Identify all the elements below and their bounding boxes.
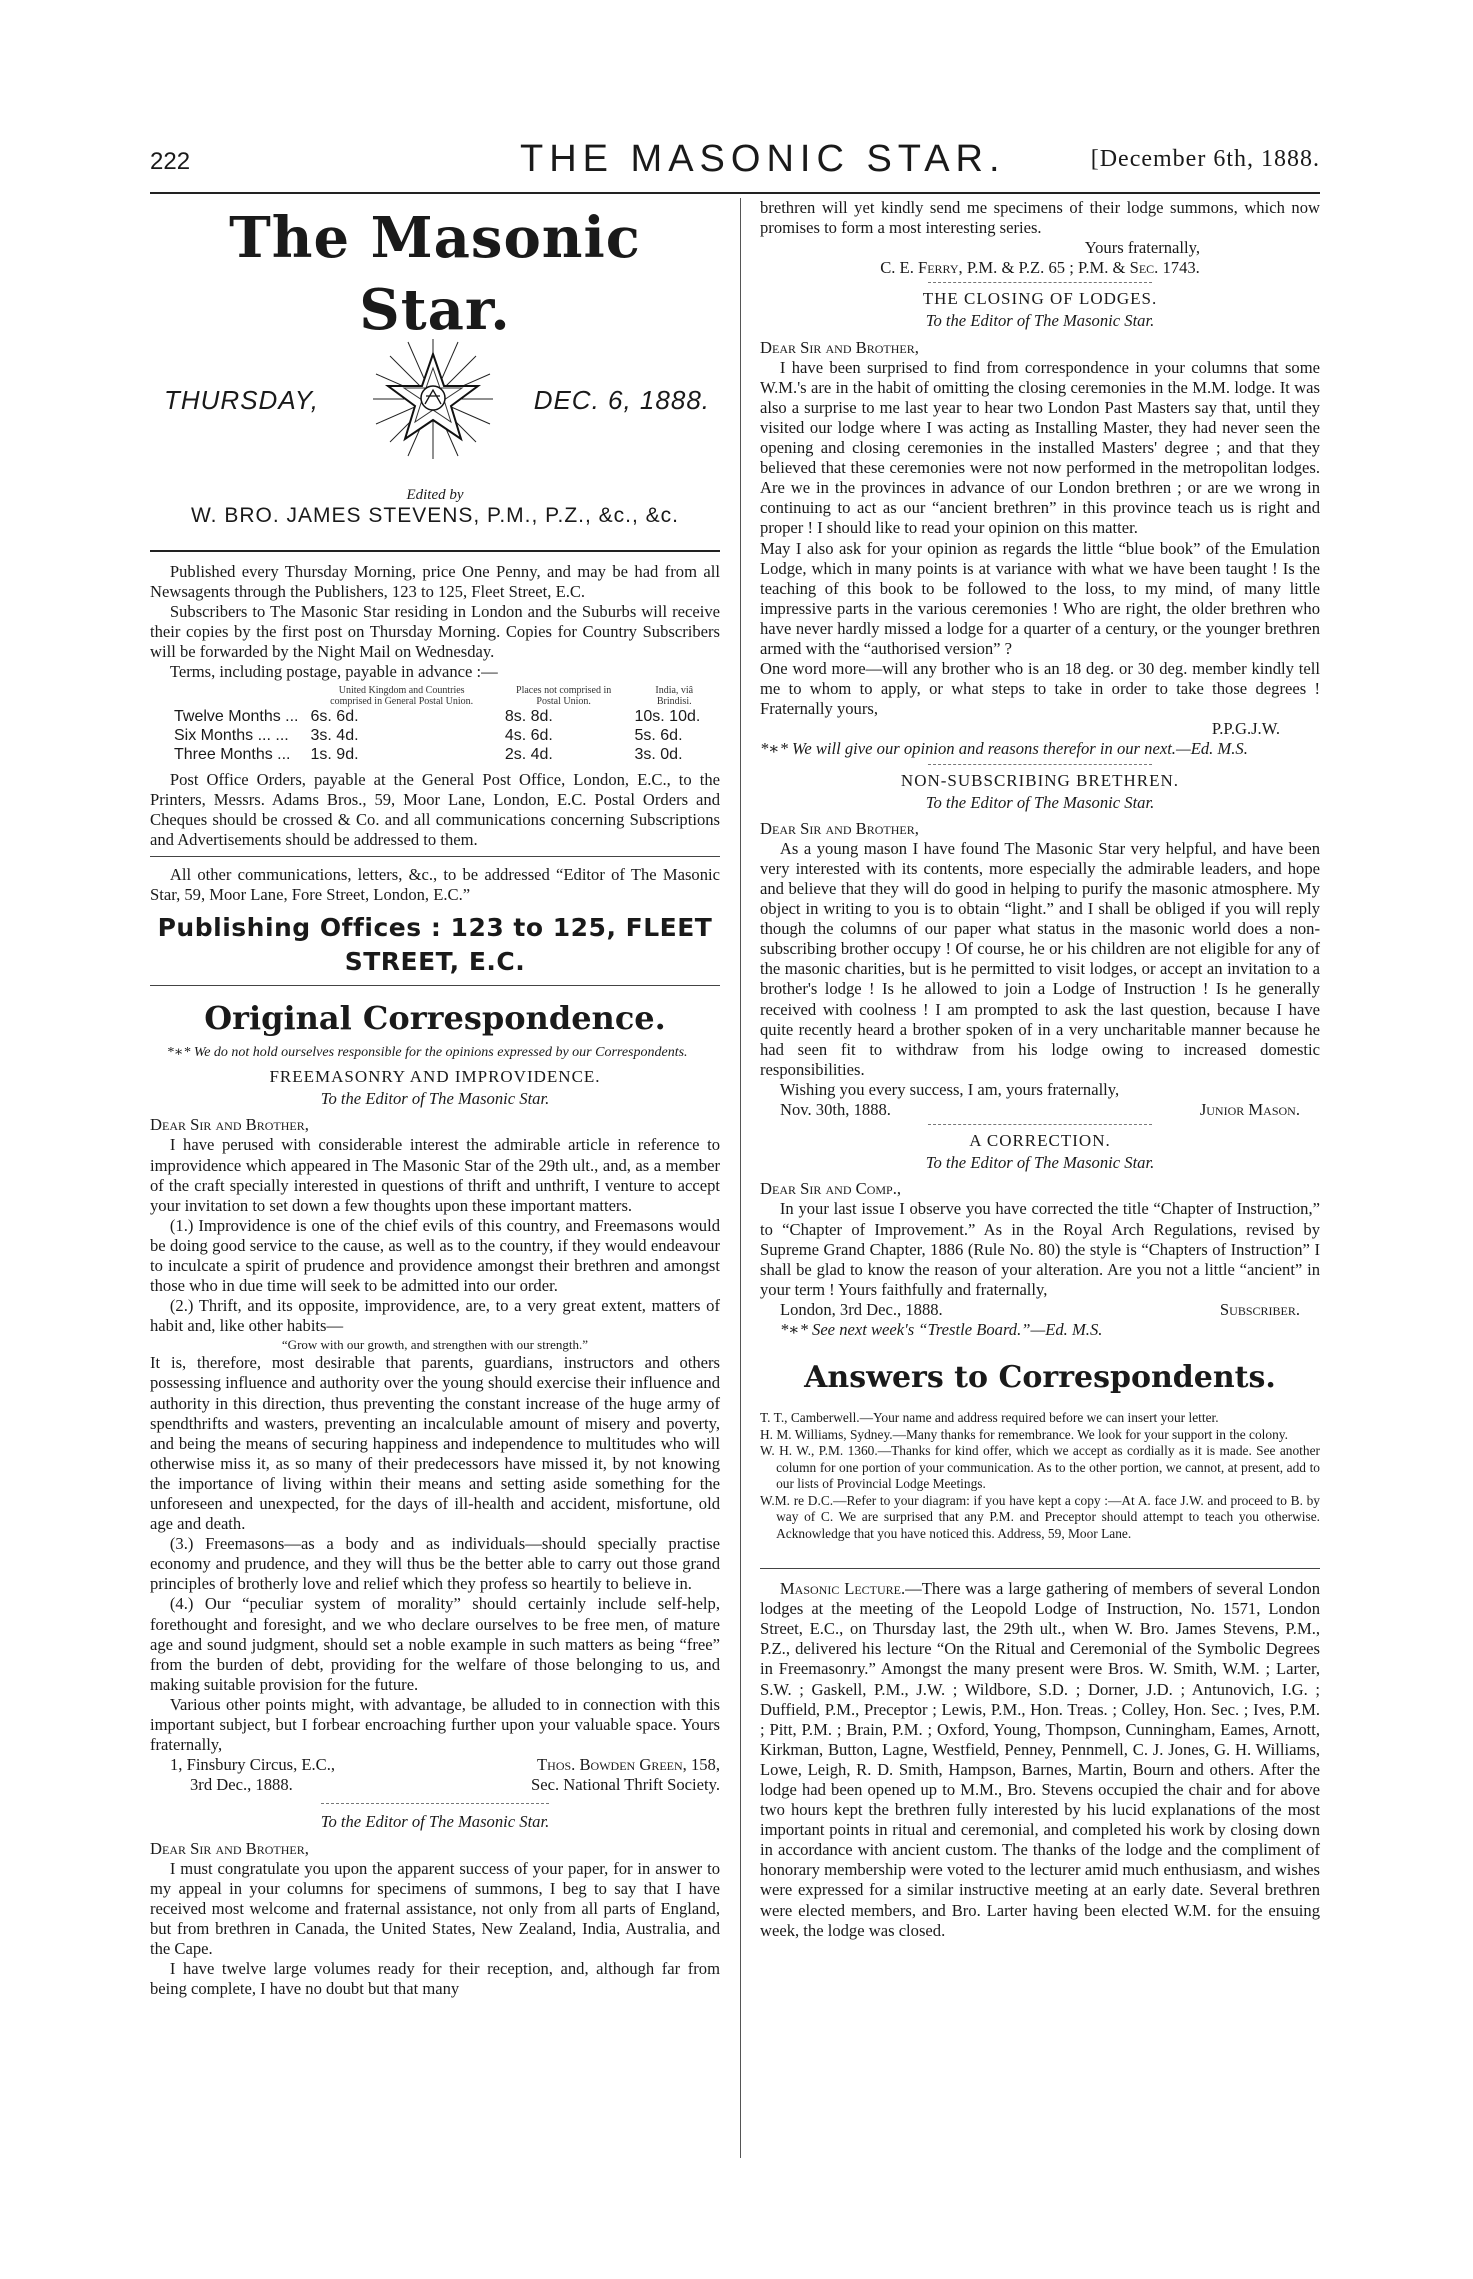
section-heading-correspondence: Original Correspondence.	[204, 999, 666, 1038]
letter-paragraph: I must congratulate you upon the apparent success of your paper, for in answer to my appeal in your columns for specimens of summons, I beg to say that I have received most welcome and fraternal assistance, not only from all parts of England, but from brethren in Canada, the United States, New Zealand, India, Australia, and the Cape.	[150, 1858, 720, 1958]
divider	[321, 1803, 549, 1804]
left-column	[150, 198, 720, 1999]
signature-yours: Yours fraternally,	[1084, 238, 1200, 258]
terms-cell: Twelve Months ...	[174, 707, 299, 725]
answer-item: W. H. W., P.M. 1360.—Thanks for kind offer, which we accept as cordially as it is made. See another column for one portion of your communication. As to the other portion, we cannot, at present, add to our lists of Provincial Lodge Meetings.	[760, 1443, 1320, 1492]
masthead-title: The Masonic Star.	[229, 205, 641, 343]
divider	[928, 764, 1152, 765]
editor-name: W. BRO. JAMES STEVENS, P.M., P.Z., &c., &c.	[191, 504, 679, 527]
editor-note: *∗* We will give our opinion and reasons therefor in our next.—Ed. M.S.	[760, 739, 1248, 759]
letter-paragraph: May I also ask for your opinion as regards the little “blue book” of the Emulation Lodge, which in many points is at variance with what we have been taught ! Is the teaching of this book to be followed to the loss, to my mind, of many little impressive parts in the various ceremonies ! Who are right, the older brethren who have never hardly missed a lodge for a quarter of a century, or the younger brethren armed with the “authorised version” ?	[760, 538, 1320, 658]
salutation: Dear Sir and Brother,	[150, 1115, 309, 1135]
article-title: A CORRECTION.	[969, 1131, 1111, 1151]
paper-title: THE MASONIC STAR.	[520, 138, 1006, 180]
letter-paragraph: I have perused with considerable interest the admirable article in reference to improvidence which appeared in The Masonic Star of the 29th ult., and, as a member of the craft specially interested in questions of thrift and unthrift, I venture to accept your invitation to set down a few thoughts upon these important matters.	[150, 1135, 720, 1215]
to-editor: To the Editor of The Masonic Star.	[925, 792, 1155, 812]
correspondence-disclaimer: *∗* We do not hold ourselves responsible for the opinions expressed by our Correspondents.	[166, 1045, 688, 1061]
letter-paragraph: It is, therefore, most desirable that parents, guardians, instructors and others possessing influence and authority over the young should exercise their influence and authority in this direction, thus preventing the constant increase of the huge army of spendthrifts and wasters, preventing an incalculable amount of misery and poverty, and being the means of securing happiness and independence to multitudes who will otherwise miss it, as so many of their predecessors have missed it, by not knowing the importance of living within their means and setting aside something for the unforeseen and unexpected, for the days of ill-health and accident, misfortune, old age and death.	[150, 1353, 720, 1534]
terms-cell: Three Months ...	[174, 745, 291, 763]
terms-header: United Kingdom and Countries comprised in General Postal Union.	[330, 684, 474, 707]
signature-row	[760, 1300, 1320, 1320]
answer-item: T. T., Camberwell.—Your name and address required before we can insert your letter.	[760, 1410, 1219, 1426]
letter-paragraph: I have been surprised to find from correspondence in your columns that some W.M.'s are in the habit of omitting the closing ceremonies in the M.M. lodge. It was also a surprise to me last year to hear two London Past Masters say that, until they visited our lodge where I was acting as Installing Master, they had never seen the opening and closing ceremonies in the installed Masters' degree ; and that they believed that these ceremonies were not now performed in the metropolitan lodges. Are we in the provinces in advance of our London brethren ; or are we wrong in continuing to act as our “ancient brethren” in this province teach us is right and proper ! I should like to read your opinion on this matter.	[760, 357, 1320, 538]
section-heading-answers: Answers to Correspondents.	[804, 1360, 1276, 1396]
publisher-para-3: Post Office Orders, payable at the General Post Office, London, E.C., to the Printers, Messrs. Adams Bros., 59, Moor Lane, London, E.C. Postal Orders and Cheques should be crossed & Co. and all communications concerning Subscriptions and Advertisements should be addressed to them.	[150, 769, 720, 849]
letter-paragraph: In your last issue I observe you have corrected the title “Chapter of Instruction,” to “Chapter of Improvement.” As in the Royal Arch Regulations, revised by Supreme Grand Chapter, 1886 (Rule No. 80) the style is “Chapters of Instruction” I shall be glad to know the reason of your alteration. Are you not a little “ancient” in your term ! Yours faithfully and fraternally,	[760, 1199, 1320, 1299]
letter-paragraph: I have twelve large volumes ready for their reception, and, although far from being complete, I have no doubt but that many	[150, 1959, 720, 1999]
letter-paragraph: brethren will yet kindly send me specimens of their lodge summons, which now promises to form a most interesting series.	[760, 198, 1320, 238]
signature-name: C. E. Ferry, P.M. & P.Z. 65 ; P.M. & Sec. 1743.	[880, 258, 1200, 278]
masthead-emblem-row	[150, 346, 720, 486]
salutation: Dear Sir and Brother,	[760, 818, 919, 838]
masonic-star-emblem-icon	[368, 334, 498, 464]
to-editor: To the Editor of The Masonic Star.	[320, 1089, 550, 1109]
publisher-para-1: Published every Thursday Morning, price One Penny, and may be had from all Newsagents through the Publishers, 123 to 125, Fleet Street, E.C.	[150, 562, 720, 602]
right-column	[760, 198, 1320, 1941]
lecture-paragraph	[760, 1579, 1320, 1941]
signature-row	[760, 1100, 1320, 1120]
subscription-terms-table	[168, 685, 720, 764]
signature-date: London, 3rd Dec., 1888.	[780, 1299, 943, 1319]
terms-cell: 8s. 8d.	[504, 707, 553, 725]
terms-header: India, viâ Brindisi.	[655, 684, 694, 707]
to-editor: To the Editor of The Masonic Star.	[925, 311, 1155, 331]
terms-cell: Six Months ... ...	[174, 726, 289, 744]
article-title: NON-SUBSCRIBING BRETHREN.	[900, 770, 1180, 790]
divider	[928, 282, 1152, 283]
terms-cell: 3s. 0d.	[634, 745, 683, 763]
salutation: Dear Sir and Brother,	[760, 337, 919, 357]
letter-paragraph: (3.) Freemasons—as a body and as individuals—should specially practise economy and prudence, and they will thus be the better able to carry out those grand principles of brotherly love and relief which they profess so heartily to believe in.	[150, 1534, 720, 1594]
page-number: 222	[150, 148, 191, 175]
to-editor: To the Editor of The Masonic Star.	[925, 1153, 1155, 1173]
terms-row	[168, 726, 720, 745]
signature-name: Subscriber.	[1219, 1299, 1300, 1319]
terms-intro: Terms, including postage, payable in advance :—	[169, 662, 498, 682]
terms-header: Places not comprised in Postal Union.	[516, 684, 612, 707]
publisher-para-4: All other communications, letters, &c., to be addressed “Editor of The Masonic Star, 59, Moor Lane, Fore Street, London, E.C.”	[150, 864, 720, 905]
header-date: [December 6th, 1888.	[1090, 146, 1320, 172]
divider	[928, 1124, 1152, 1125]
terms-row	[168, 745, 720, 764]
column-divider	[740, 198, 741, 2158]
rule	[760, 1568, 1320, 1569]
terms-header	[168, 685, 305, 707]
letter-paragraph: As a young mason I have found The Masonic Star very helpful, and have been very interested with its contents, more especially the admirable leaders, and hope and believe that they will do good in helping to purify the masonic atmosphere. My object in writing to you is to obtain “light.” and I shall be obliged if you will reply though the columns of our paper what status in the masonic world does a non-subscribing brother occupy ! Of course, he or his children are not eligible for any of the masonic charities, but is he permitted to visit lodges, or accept an invitation to a brother's lodge ! Is he allowed to join a Lodge of Instruction ! Is he generally received with coolness ! I am prompted to ask the last question, because I have quite recently heard a brother spoken of in a very uncharitable manner because he had seen fit to withdraw from his lodge owing to increased domestic responsibilities.	[760, 838, 1320, 1079]
terms-cell: 1s. 9d.	[310, 745, 359, 763]
edited-by: Edited by	[406, 487, 464, 503]
masthead-issue-date: DEC. 6, 1888.	[533, 385, 710, 415]
answers-list	[760, 1410, 1320, 1542]
letter-paragraph: Wishing you every success, I am, yours fraternally,	[779, 1079, 1120, 1099]
salutation: Dear Sir and Brother,	[150, 1838, 309, 1858]
lecture-lead: Masonic Lecture.	[779, 1579, 906, 1599]
signature-date: Nov. 30th, 1888.	[780, 1100, 891, 1120]
signature-name: Thos. Bowden Green, 158,	[537, 1755, 720, 1775]
quote: “Grow with our growth, and strengthen with our strength.”	[281, 1337, 589, 1353]
signature-date: 3rd Dec., 1888.	[190, 1775, 293, 1795]
salutation: Dear Sir and Comp.,	[760, 1179, 902, 1199]
signature-row	[150, 1775, 720, 1795]
article-title: THE CLOSING OF LODGES.	[922, 289, 1158, 309]
terms-cell: 4s. 6d.	[504, 726, 553, 744]
terms-cell: 2s. 4d.	[504, 745, 553, 763]
editor-note: *∗* See next week's “Trestle Board.”—Ed. M.S.	[780, 1319, 1103, 1339]
letter-paragraph: Various other points might, with advantage, be alluded to in connection with this important subject, but I forbear encroaching further upon your valuable space. Yours fraternally,	[150, 1694, 720, 1755]
to-editor: To the Editor of The Masonic Star.	[320, 1812, 550, 1832]
terms-header-row	[168, 685, 720, 707]
lecture-text: —There was a large gathering of members of several London lodges at the meeting of the Leopold Lodge of Instruction, No. 1571, London Street, E.C., on Thursday last, the 29th ult., when W. Bro. James Stevens, P.M., P.Z., delivered his lecture “On the Ritual and Ceremonial of the Symbolic Degrees in Freemasonry.” Amongst the many present were Bros. W. Smith, W.M. ; Larter, S.W. ; Gaskell, P.M., J.W. ; Wildbore, S.D. ; Dorner, J.D. ; Antunovich, I.G. ; Duffield, P.M., Preceptor ; Lewis, P.M., Hon. Treas. ; Colley, Hon. Sec. ; Ives, P.M. ; Pitt, P.M. ; Brain, P.M. ; Oxford, Young, Thompson, Cunningham, Eames, Arnott, Kirkman, Button, Lagne, Westfield, Penney, Pennmell, C. J. Jones, G. H. Williams, Lowe, Leigh, R. D. Smith, Hampson, Barnes, Martin, Bourn and others. After the lodge had been opened up to M.M., Bro. Stevens occupied the chair and for above two hours kept the brethren fully interested by his lucid explanations of the most important points in ritual and ceremonial, and completed his work by closing down in accordance with ancient custom. The thanks of the lodge and the compliment of honorary membership were voted to the lecturer amid much enthusiasm, and wishes were expressed for a similar instructive meeting at an early date. Several brethren were elected members, and Bro. Larter having been elected W.M. for the ensuing week, the lodge was closed.	[760, 1579, 1320, 1940]
page-header	[150, 138, 1320, 188]
publishing-offices: Publishing Offices : 123 to 125, FLEET STREET, E.C.	[157, 913, 713, 977]
letter-paragraph: (1.) Improvidence is one of the chief evils of this country, and Freemasons would be doing good service to the cause, as well as to the country, if they would endeavour to inculcate a spirit of prudence and providence amongst their brethren and amongst those who in due time will seek to be admitted into our order.	[150, 1215, 720, 1296]
terms-cell: 10s. 10d.	[634, 707, 701, 725]
header-rule	[150, 192, 1320, 194]
letter-paragraph: (2.) Thrift, and its opposite, improvidence, are, to a very great extent, matters of habit and, like other habits—	[150, 1296, 720, 1336]
terms-cell: 3s. 4d.	[310, 726, 359, 744]
answer-item: H. M. Williams, Sydney.—Many thanks for remembrance. We look for your support in the colony.	[760, 1426, 1288, 1442]
signature-row	[150, 1755, 720, 1775]
masthead-day: THURSDAY,	[164, 385, 319, 415]
article-title: FREEMASONRY AND IMPROVIDENCE.	[269, 1067, 601, 1087]
letter-paragraph: (4.) Our “peculiar system of morality” should certainly include self-help, forethought and foresight, and we who declare ourselves to be free men, of mature age and sound judgment, should set a noble example in such matters as being “free” from the burden of debt, providing for the welfare of those belonging to us, and making suitable provision for the future.	[150, 1594, 720, 1694]
signature-name: P.P.G.J.W.	[1211, 719, 1280, 739]
terms-cell: 5s. 6d.	[634, 726, 683, 744]
publisher-para-2: Subscribers to The Masonic Star residing in London and the Suburbs will receive their copies by the first post on Thursday Morning. Copies for Country Subscribers will be forwarded by the Night Mail on Wednesday.	[150, 602, 720, 662]
signature-address: 1, Finsbury Circus, E.C.,	[170, 1755, 336, 1775]
letter-paragraph: One word more—will any brother who is an 18 deg. or 30 deg. member kindly tell me to whom to apply, or what steps to take in order to take those degrees ! Fraternally yours,	[760, 659, 1320, 719]
signature-title: Sec. National Thrift Society.	[531, 1775, 720, 1795]
signature-name: Junior Mason.	[1199, 1100, 1300, 1120]
answer-item: W.M. re D.C.—Refer to your diagram: if you have kept a copy :—At A. face J.W. and proceed to B. by way of C. We are surprised that any P.M. and Preceptor should attempt to teach you otherwise. Acknowledge that you have noticed this. Address, 59, Moor Lane.	[760, 1492, 1320, 1541]
rule	[150, 985, 720, 986]
terms-cell: 6s. 6d.	[310, 707, 359, 725]
masthead-rule	[150, 550, 720, 552]
terms-row	[168, 707, 720, 726]
rule	[150, 856, 720, 857]
